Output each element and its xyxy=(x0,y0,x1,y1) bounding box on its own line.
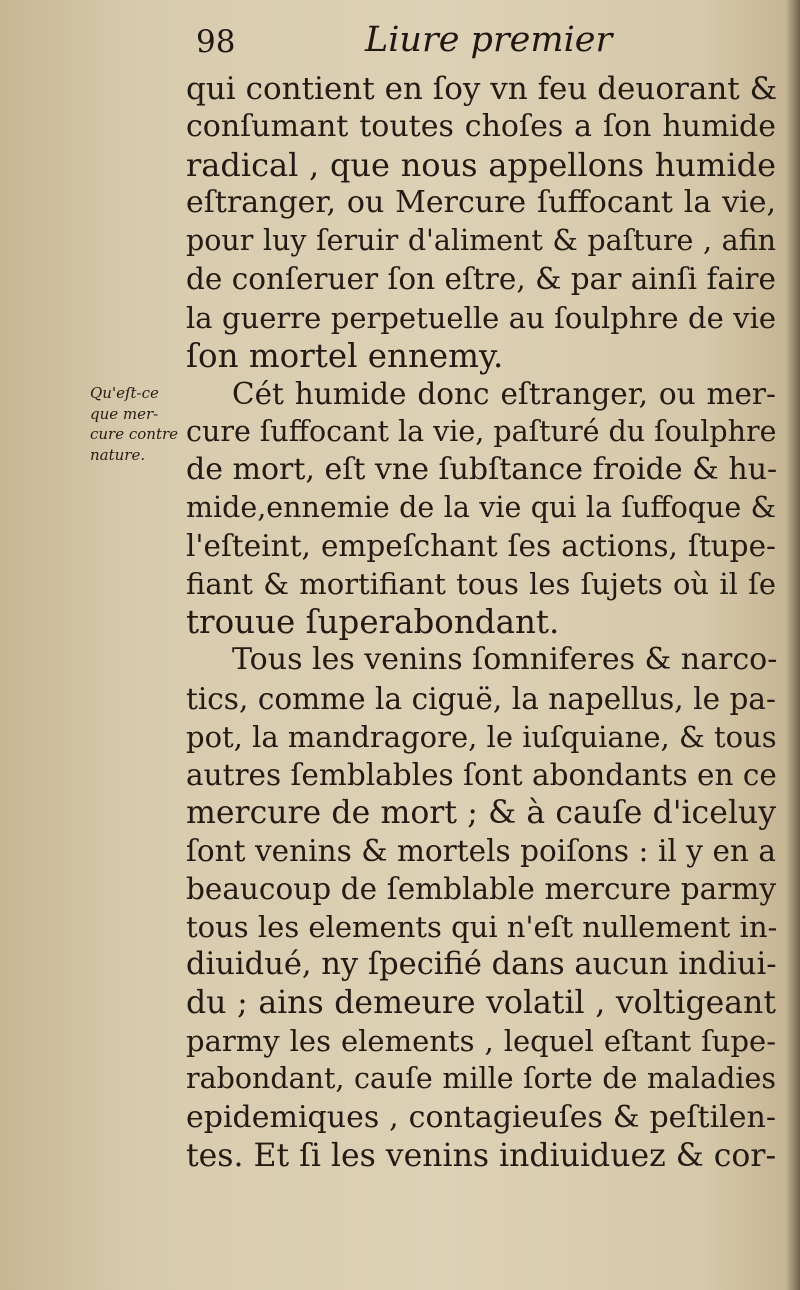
text-line: diuidué, ny ſpecifié dans aucun indiui- xyxy=(186,947,777,983)
text-line: mide,ennemie de la vie qui la ſuffoque & xyxy=(186,491,776,525)
text-line: pour luy ſeruir d'aliment & paſture , afin xyxy=(186,224,776,258)
running-title: Liure premier xyxy=(365,20,613,60)
text-line: Cét humide donc eſtranger, ou mer- xyxy=(232,376,776,411)
text-line: tics, comme la ciguë, la napellus, le pa- xyxy=(186,681,776,716)
text-line: fiant & mortifiant tous les ſujets où il ſe xyxy=(186,567,776,602)
text-line: trouue ſuperabondant. xyxy=(186,603,560,642)
text-line: ſont venins & mortels poiſons : il y en a xyxy=(186,833,776,868)
text-line: eſtranger, ou Mercure ſuffocant la vie, xyxy=(186,185,776,221)
text-line: beaucoup de ſemblable mercure parmy xyxy=(186,871,776,906)
page-header xyxy=(190,18,650,68)
text-line: mercure de mort ; & à cauſe d'iceluy xyxy=(186,794,776,831)
text-line: conſumant toutes choſes a ſon humide xyxy=(186,109,776,145)
page-edge-shadow xyxy=(786,0,800,1290)
margin-note-line: nature. xyxy=(90,445,146,464)
text-line: tous les elements qui n'eſt nullement in- xyxy=(186,910,778,945)
text-line: pot, la mandragore, le iuſquiane, & tous xyxy=(186,719,777,754)
text-line: tes. Et ſi les venins indiuiduez & cor- xyxy=(186,1137,777,1174)
text-line: de mort, eſt vne ſubſtance froide & hu- xyxy=(186,451,778,487)
page-number: 98 xyxy=(196,24,236,60)
text-line: epidemiques , contagieuſes & peſtilen- xyxy=(186,1099,776,1135)
margin-note xyxy=(90,383,190,465)
text-line: radical , que nous appellons humide xyxy=(186,146,776,185)
text-line: de conſeruer ſon eſtre, & par ainſi faire xyxy=(186,262,776,297)
margin-note-line: que mer- xyxy=(90,404,159,423)
text-line: la guerre perpetuelle au ſoulphre de vie xyxy=(186,300,776,335)
text-line: l'eſteint, empeſchant ſes actions, ſtupe- xyxy=(186,529,776,564)
margin-note-line: cure contre xyxy=(90,425,179,443)
body-text xyxy=(186,70,776,1175)
text-line: parmy les elements , lequel eſtant ſupe- xyxy=(186,1024,776,1059)
margin-note-line: Qu'eſt-ce xyxy=(90,384,159,402)
text-line: rabondant, cauſe mille ſorte de maladies xyxy=(186,1062,776,1096)
text-line: autres ſemblables ſont abondants en ce xyxy=(186,757,777,792)
text-line: Tous les venins ſomniferes & narco- xyxy=(232,642,778,678)
text-line: cure ſuffocant la vie, paſturé du ſoulphre xyxy=(186,414,777,448)
text-line: qui contient en ſoy vn feu deuorant & xyxy=(186,71,778,107)
text-line: ſon mortel ennemy. xyxy=(186,336,504,375)
text-line: du ; ains demeure volatil , voltigeant xyxy=(186,985,776,1022)
